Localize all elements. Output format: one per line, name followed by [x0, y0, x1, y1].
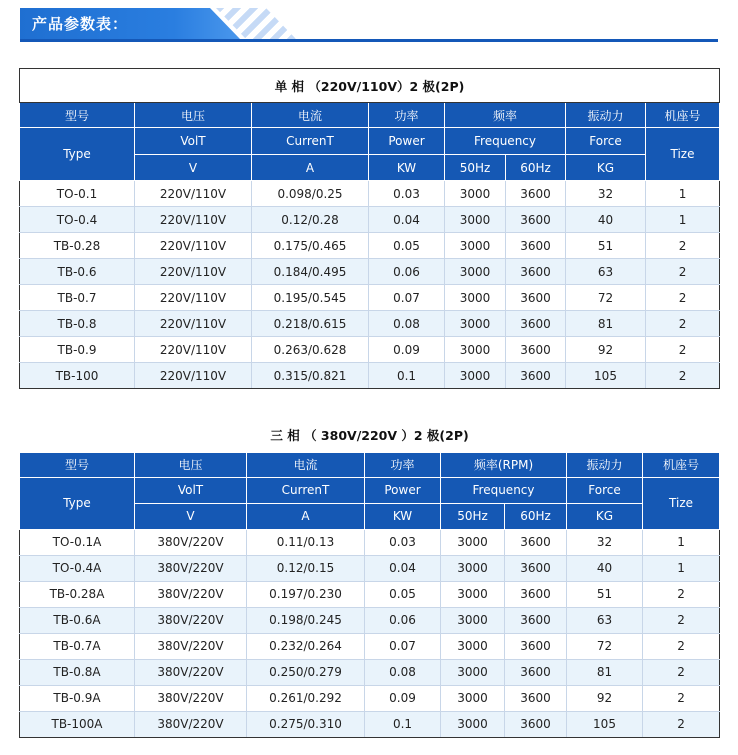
unit-kg: KG: [566, 155, 646, 181]
unit-v: V: [135, 503, 247, 529]
unit-50hz: 50Hz: [441, 503, 505, 529]
cell-voltage: 220V/110V: [135, 363, 252, 389]
cell-model: TB-0.9A: [20, 685, 135, 711]
table-row: [20, 363, 720, 389]
header-type: Type: [20, 128, 135, 181]
table-row: [20, 311, 720, 337]
three-phase-spec-table: [19, 418, 720, 738]
header-voltage: 电压: [135, 452, 247, 477]
cell-size: 2: [646, 311, 720, 337]
cell-voltage: 220V/110V: [135, 285, 252, 311]
unit-kg: KG: [567, 503, 643, 529]
table-row: [20, 285, 720, 311]
cell-force: 51: [567, 581, 643, 607]
cell-rpm-50hz: 3000: [441, 529, 505, 555]
cell-size: 2: [646, 337, 720, 363]
section-banner: [20, 8, 718, 42]
cell-model: TB-0.9: [20, 337, 135, 363]
cell-power: 0.04: [365, 555, 441, 581]
unit-a: A: [252, 155, 369, 181]
cell-rpm-60hz: 3600: [506, 363, 566, 389]
cell-size: 2: [643, 607, 720, 633]
cell-power: 0.07: [365, 633, 441, 659]
header-force: 振动力: [566, 103, 646, 128]
header-tize: Tize: [643, 477, 720, 529]
cell-power: 0.1: [369, 363, 445, 389]
header-current: 电流: [247, 452, 365, 477]
header-frequency: 频率(RPM): [441, 452, 567, 477]
table-row: [20, 233, 720, 259]
cell-voltage: 220V/110V: [135, 233, 252, 259]
cell-force: 32: [566, 181, 646, 207]
cell-rpm-60hz: 3600: [506, 207, 566, 233]
header-volt: VolT: [135, 128, 252, 155]
cell-force: 72: [566, 285, 646, 311]
cell-size: 2: [646, 259, 720, 285]
header-force: 振动力: [567, 452, 643, 477]
cell-rpm-60hz: 3600: [505, 555, 567, 581]
cell-current: 0.197/0.230: [247, 581, 365, 607]
cell-power: 0.04: [369, 207, 445, 233]
cell-current: 0.12/0.28: [252, 207, 369, 233]
table-title: 单 相 （220V/110V）2 极(2P): [20, 69, 720, 103]
header-current: 电流: [252, 103, 369, 128]
cell-current: 0.232/0.264: [247, 633, 365, 659]
cell-current: 0.195/0.545: [252, 285, 369, 311]
page-title: 产品参数表：: [32, 15, 129, 33]
header-frequency-en: Frequency: [441, 477, 567, 503]
cell-force: 105: [567, 711, 643, 737]
cell-rpm-50hz: 3000: [441, 581, 505, 607]
cell-power: 0.08: [369, 311, 445, 337]
header-current-en: CurrenT: [247, 477, 365, 503]
cell-power: 0.06: [365, 607, 441, 633]
unit-v: V: [135, 155, 252, 181]
header-row-cn: [20, 103, 720, 128]
single-phase-spec-table: [19, 68, 720, 389]
header-frequency: 频率: [445, 103, 566, 128]
table-row: [20, 259, 720, 285]
table-title-row: [20, 69, 720, 103]
header-tize: Tize: [646, 128, 720, 181]
header-row-en: [20, 477, 720, 503]
header-model: 型号: [20, 103, 135, 128]
cell-rpm-50hz: 3000: [445, 181, 506, 207]
cell-force: 105: [566, 363, 646, 389]
cell-power: 0.06: [369, 259, 445, 285]
header-power-en: Power: [365, 477, 441, 503]
header-power: 功率: [365, 452, 441, 477]
cell-model: TB-100A: [20, 711, 135, 737]
cell-force: 81: [567, 659, 643, 685]
cell-model: TB-0.8: [20, 311, 135, 337]
header-row-cn: [20, 452, 720, 477]
cell-size: 2: [643, 685, 720, 711]
unit-a: A: [247, 503, 365, 529]
table-row: [20, 337, 720, 363]
cell-current: 0.184/0.495: [252, 259, 369, 285]
cell-rpm-60hz: 3600: [506, 233, 566, 259]
header-size: 机座号: [646, 103, 720, 128]
cell-model: TB-0.8A: [20, 659, 135, 685]
table-title: 三 相 （ 380V/220V ）2 极(2P): [20, 418, 720, 452]
cell-force: 81: [566, 311, 646, 337]
header-frequency-en: Frequency: [445, 128, 566, 155]
table-row: [20, 685, 720, 711]
cell-rpm-50hz: 3000: [445, 207, 506, 233]
cell-voltage: 380V/220V: [135, 529, 247, 555]
table-row: [20, 555, 720, 581]
cell-voltage: 380V/220V: [135, 581, 247, 607]
table-row: [20, 711, 720, 737]
cell-power: 0.07: [369, 285, 445, 311]
cell-force: 92: [567, 685, 643, 711]
cell-rpm-60hz: 3600: [505, 607, 567, 633]
header-size: 机座号: [643, 452, 720, 477]
cell-model: TB-0.28A: [20, 581, 135, 607]
cell-force: 40: [567, 555, 643, 581]
cell-force: 63: [567, 607, 643, 633]
table-row: [20, 581, 720, 607]
cell-rpm-50hz: 3000: [441, 633, 505, 659]
cell-size: 2: [643, 659, 720, 685]
cell-rpm-60hz: 3600: [506, 337, 566, 363]
unit-kw: KW: [365, 503, 441, 529]
cell-rpm-50hz: 3000: [445, 233, 506, 259]
header-power-en: Power: [369, 128, 445, 155]
cell-size: 2: [646, 233, 720, 259]
cell-model: TB-0.6A: [20, 607, 135, 633]
cell-rpm-60hz: 3600: [505, 685, 567, 711]
header-current-en: CurrenT: [252, 128, 369, 155]
cell-rpm-60hz: 3600: [506, 285, 566, 311]
cell-power: 0.03: [369, 181, 445, 207]
cell-model: TB-0.28: [20, 233, 135, 259]
cell-size: 1: [646, 207, 720, 233]
cell-current: 0.261/0.292: [247, 685, 365, 711]
cell-rpm-60hz: 3600: [506, 259, 566, 285]
cell-current: 0.198/0.245: [247, 607, 365, 633]
cell-current: 0.11/0.13: [247, 529, 365, 555]
header-type: Type: [20, 477, 135, 529]
cell-force: 92: [566, 337, 646, 363]
unit-50hz: 50Hz: [445, 155, 506, 181]
cell-rpm-60hz: 3600: [505, 581, 567, 607]
cell-voltage: 380V/220V: [135, 555, 247, 581]
cell-power: 0.09: [369, 337, 445, 363]
cell-current: 0.218/0.615: [252, 311, 369, 337]
cell-size: 1: [643, 529, 720, 555]
cell-power: 0.03: [365, 529, 441, 555]
cell-voltage: 220V/110V: [135, 337, 252, 363]
cell-power: 0.08: [365, 659, 441, 685]
header-power: 功率: [369, 103, 445, 128]
cell-model: TO-0.1: [20, 181, 135, 207]
cell-voltage: 220V/110V: [135, 311, 252, 337]
cell-rpm-50hz: 3000: [445, 285, 506, 311]
cell-force: 63: [566, 259, 646, 285]
cell-size: 2: [643, 633, 720, 659]
table-row: [20, 633, 720, 659]
cell-model: TB-0.6: [20, 259, 135, 285]
cell-current: 0.250/0.279: [247, 659, 365, 685]
cell-rpm-60hz: 3600: [505, 633, 567, 659]
cell-voltage: 380V/220V: [135, 633, 247, 659]
header-force-en: Force: [566, 128, 646, 155]
unit-60hz: 60Hz: [506, 155, 566, 181]
cell-force: 72: [567, 633, 643, 659]
cell-voltage: 380V/220V: [135, 607, 247, 633]
cell-size: 1: [643, 555, 720, 581]
cell-rpm-50hz: 3000: [445, 337, 506, 363]
cell-model: TB-0.7A: [20, 633, 135, 659]
cell-rpm-50hz: 3000: [441, 685, 505, 711]
table-row: [20, 607, 720, 633]
cell-current: 0.175/0.465: [252, 233, 369, 259]
cell-voltage: 380V/220V: [135, 659, 247, 685]
cell-rpm-50hz: 3000: [445, 311, 506, 337]
cell-rpm-60hz: 3600: [505, 711, 567, 737]
cell-power: 0.1: [365, 711, 441, 737]
cell-voltage: 380V/220V: [135, 685, 247, 711]
cell-power: 0.09: [365, 685, 441, 711]
cell-voltage: 220V/110V: [135, 181, 252, 207]
cell-model: TO-0.1A: [20, 529, 135, 555]
header-row-en: [20, 128, 720, 155]
cell-rpm-60hz: 3600: [505, 659, 567, 685]
cell-model: TO-0.4: [20, 207, 135, 233]
cell-rpm-50hz: 3000: [441, 607, 505, 633]
header-volt: VolT: [135, 477, 247, 503]
header-force-en: Force: [567, 477, 643, 503]
cell-rpm-50hz: 3000: [441, 555, 505, 581]
cell-current: 0.263/0.628: [252, 337, 369, 363]
cell-current: 0.12/0.15: [247, 555, 365, 581]
cell-current: 0.098/0.25: [252, 181, 369, 207]
unit-kw: KW: [369, 155, 445, 181]
cell-rpm-50hz: 3000: [445, 259, 506, 285]
unit-60hz: 60Hz: [505, 503, 567, 529]
cell-current: 0.315/0.821: [252, 363, 369, 389]
table-title-row: [20, 418, 720, 452]
cell-voltage: 220V/110V: [135, 207, 252, 233]
cell-model: TB-0.7: [20, 285, 135, 311]
table-row: [20, 659, 720, 685]
cell-size: 1: [646, 181, 720, 207]
cell-size: 2: [643, 581, 720, 607]
cell-size: 2: [643, 711, 720, 737]
cell-rpm-60hz: 3600: [505, 529, 567, 555]
cell-model: TB-100: [20, 363, 135, 389]
cell-force: 40: [566, 207, 646, 233]
cell-force: 32: [567, 529, 643, 555]
cell-rpm-50hz: 3000: [441, 659, 505, 685]
cell-rpm-50hz: 3000: [441, 711, 505, 737]
cell-rpm-50hz: 3000: [445, 363, 506, 389]
cell-size: 2: [646, 363, 720, 389]
header-model: 型号: [20, 452, 135, 477]
cell-current: 0.275/0.310: [247, 711, 365, 737]
cell-size: 2: [646, 285, 720, 311]
cell-voltage: 380V/220V: [135, 711, 247, 737]
cell-power: 0.05: [365, 581, 441, 607]
cell-rpm-60hz: 3600: [506, 181, 566, 207]
table-row: [20, 181, 720, 207]
cell-force: 51: [566, 233, 646, 259]
cell-voltage: 220V/110V: [135, 259, 252, 285]
table-row: [20, 529, 720, 555]
table-row: [20, 207, 720, 233]
header-voltage: 电压: [135, 103, 252, 128]
cell-rpm-60hz: 3600: [506, 311, 566, 337]
cell-model: TO-0.4A: [20, 555, 135, 581]
cell-power: 0.05: [369, 233, 445, 259]
